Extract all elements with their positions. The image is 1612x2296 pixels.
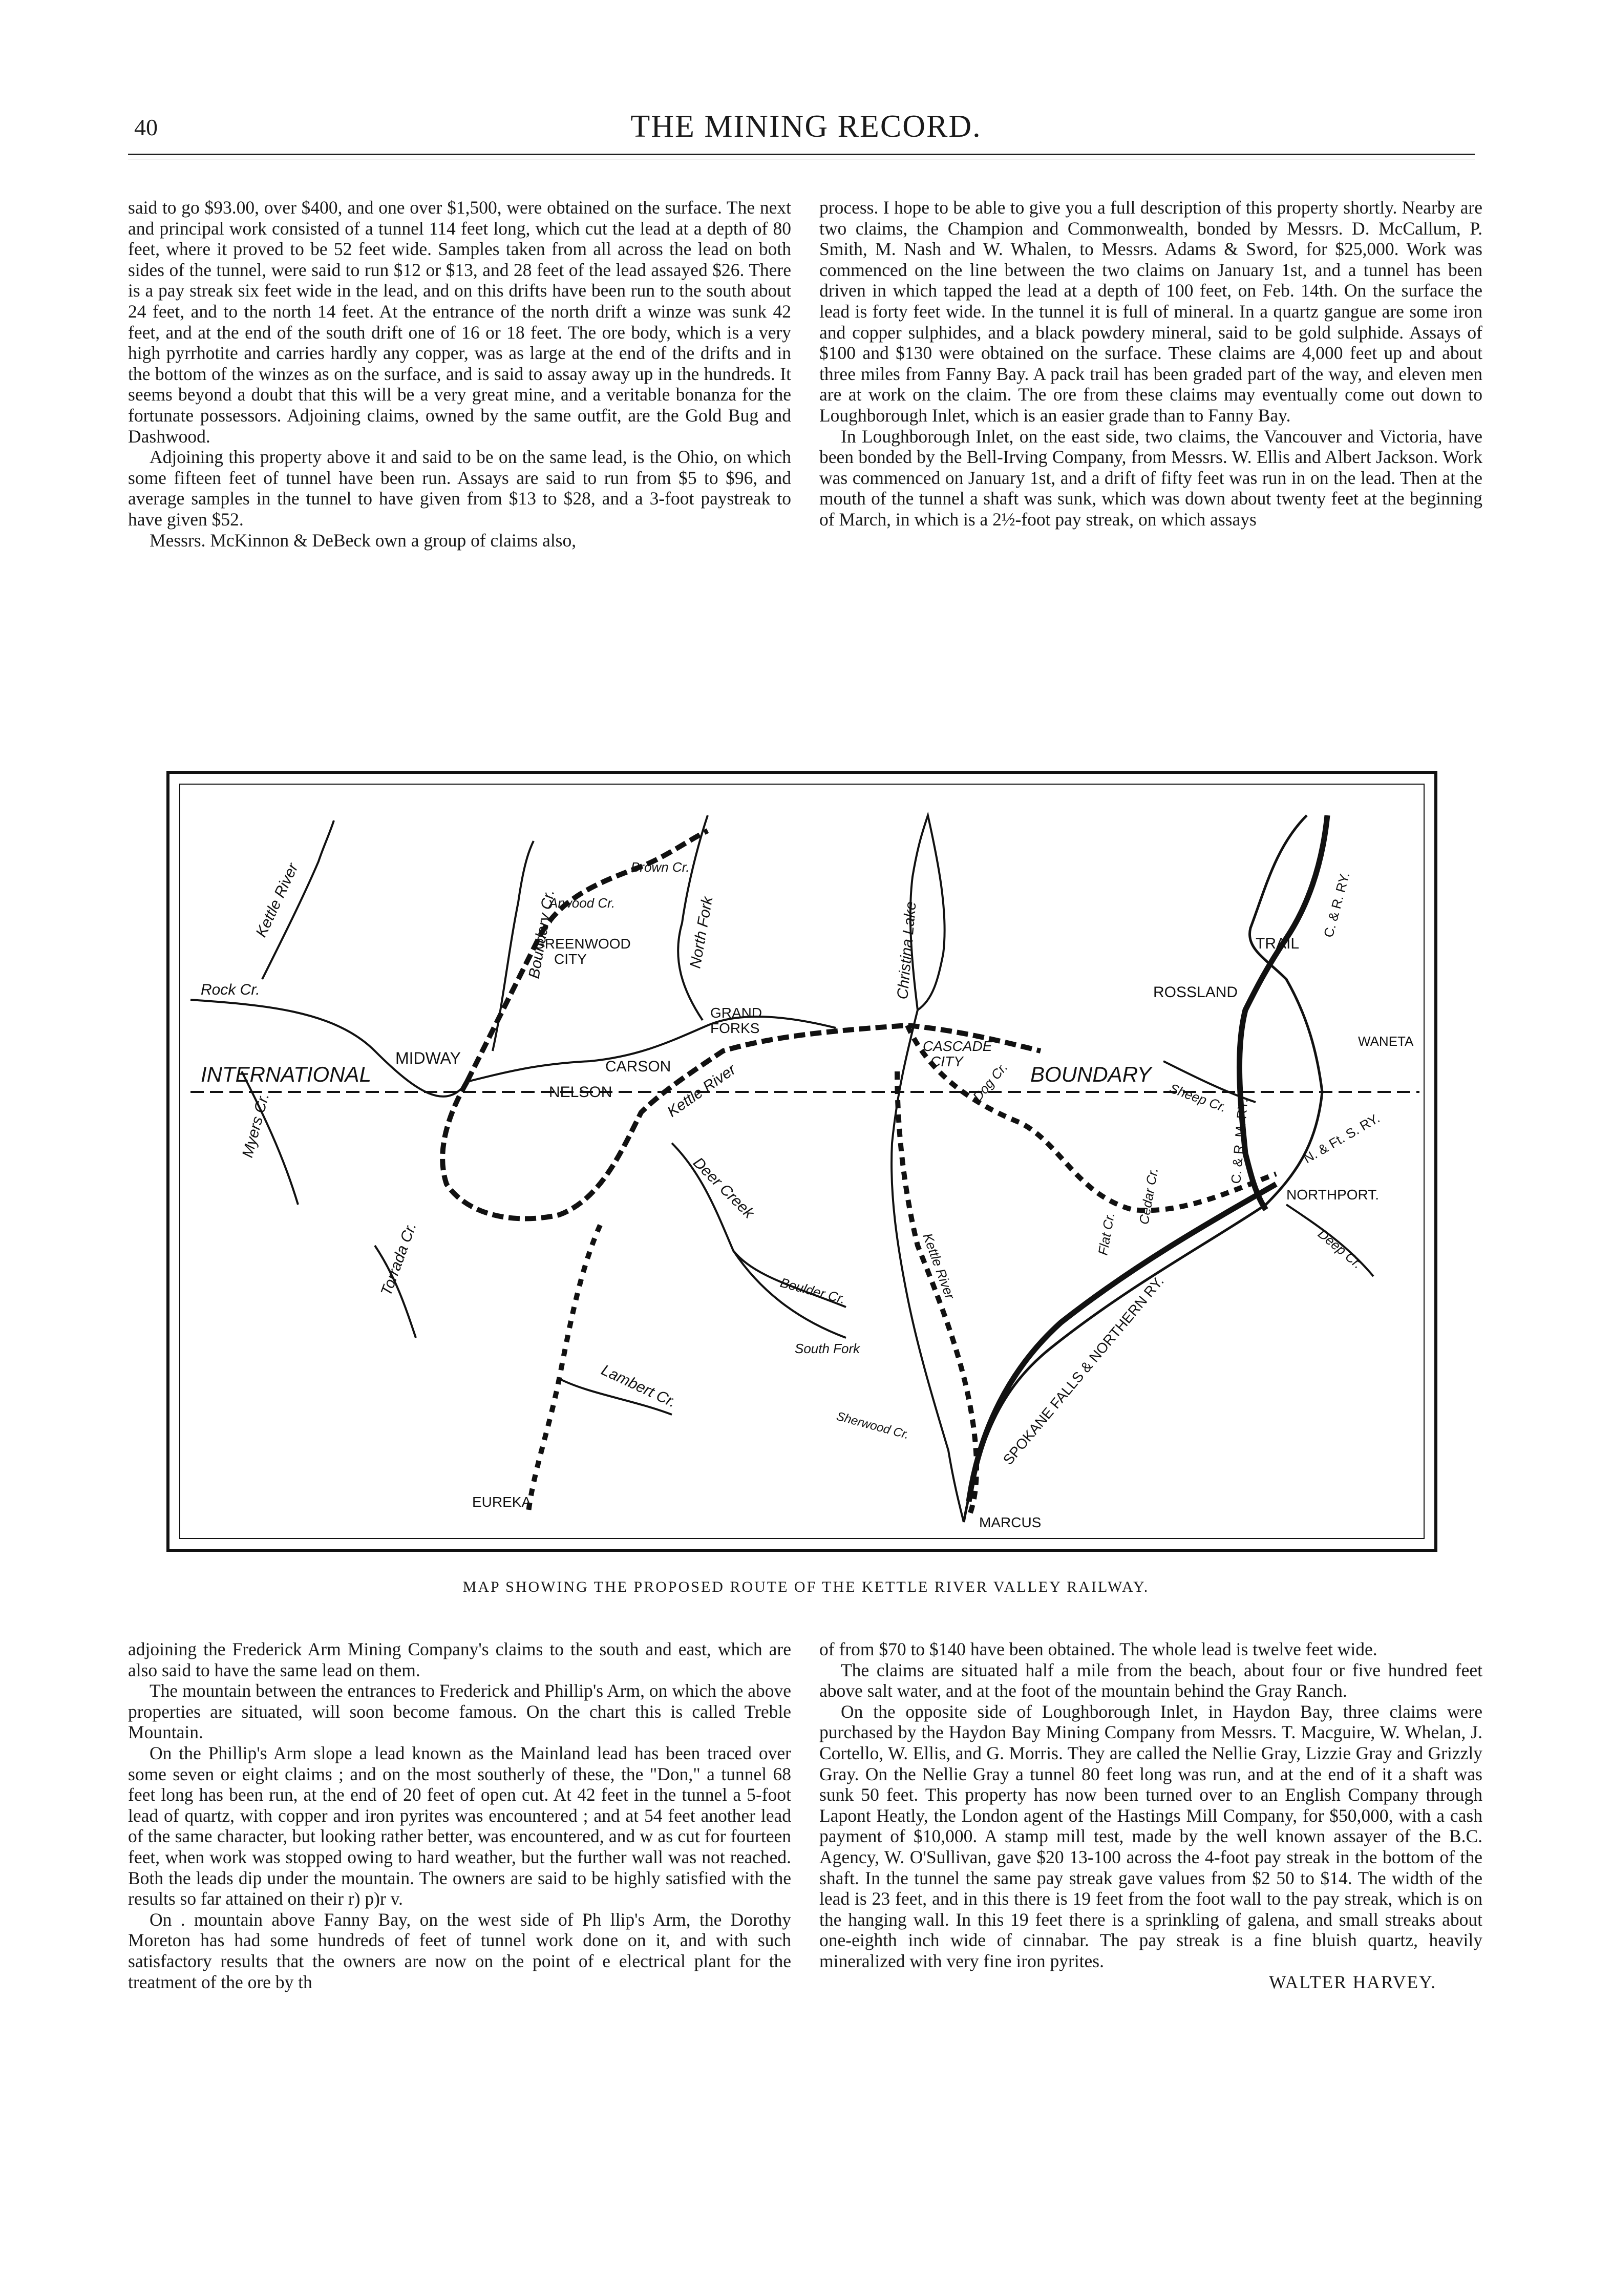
rock-creek-label: Rock Cr. bbox=[201, 981, 260, 998]
north-fork-label: North Fork bbox=[687, 895, 716, 970]
column-top-right bbox=[819, 197, 1482, 725]
torrada-creek-label: Torrada Cr. bbox=[377, 1220, 420, 1298]
paragraph: said to go $93.00, over $400, and one over $1,500, were obtained on the surface. The next and principal work consisted of a tunnel 114 feet long, which cut the lead at a depth of 80 feet, where it proved to be 52 feet wide. Samples taken from all across the lead on both sides of the tunnel, were said to run $12 or $13, and 28 feet of the lead assayed $26. There is a pay streak six feet wide in the lead, and on this drifts have been run to the south about 24 feet, and to the north 14 feet. At the entrance of the north drift a winze was sunk 42 feet, and at the end of the south drift one of 16 or 18 feet. The ore body, which is a very high pyrrhotite and carries hardly any copper, was as large at the end of the drifts and in the bottom of the winzes as on the surface, and is said to assay away up in the hundreds. It seems beyond a doubt that this will be a very great mine, and a veritable bonanza for the fortunate possessors. Adjoining claims, owned by the same outfit, are the Gold Bug and Dashwood. bbox=[128, 197, 791, 447]
columbia-river-line bbox=[964, 815, 1322, 1522]
route-to-marcus bbox=[897, 1071, 977, 1517]
eureka-label: EUREKA bbox=[472, 1494, 532, 1510]
midway-label: MIDWAY bbox=[395, 1049, 461, 1067]
myers-creek-label: Myers Cr. bbox=[239, 1091, 273, 1160]
paragraph: In Loughborough Inlet, on the east side, two claims, the Vancouver and Victoria, have been bonded by the Bell-Irving Company, from Messrs. W. Ellis and Albert Jackson. Work was commenced on January 1st, and a drift of fifty feet was run in on the lead. Then at the mouth of the tunnel a shaft was sunk, which was down about twenty feet at the beginning of March, in which is a 2½-foot pay streak, on which assays bbox=[819, 426, 1482, 530]
nelson-label: NELSON bbox=[549, 1084, 612, 1101]
page-number: 40 bbox=[134, 114, 158, 140]
greenwood-city-label: CITY bbox=[554, 951, 587, 967]
cedar-creek-label: Cedar Cr. bbox=[1136, 1166, 1161, 1226]
dog-creek-label: Dog Cr. bbox=[969, 1059, 1011, 1104]
sherwood-creek-label: Sherwood Cr. bbox=[835, 1409, 911, 1442]
south-fork-label: South Fork bbox=[795, 1341, 860, 1356]
railway-map bbox=[180, 785, 1424, 1538]
boundary-label: BOUNDARY bbox=[1030, 1062, 1152, 1086]
brown-creek-label: Brown Cr. bbox=[631, 859, 690, 875]
column-bottom-left bbox=[128, 1639, 791, 2269]
paragraph: Messrs. McKinnon & DeBeck own a group of claims also, bbox=[150, 530, 577, 551]
header-rule bbox=[128, 154, 1475, 155]
paragraph: The mountain between the entrances to Frederick and Phillip's Arm, on which the above properties are situated, will soon become famous. On the chart this is called Treble Mountain. bbox=[128, 1680, 791, 1743]
northport-label: NORTHPORT. bbox=[1286, 1187, 1379, 1203]
sheep-creek-label: Sheep Cr. bbox=[1167, 1080, 1229, 1115]
column-bottom-right bbox=[819, 1639, 1482, 2269]
paragraph: adjoining the Frederick Arm Mining Company's claims to the south and east, which are also said to have the same lead on them. bbox=[128, 1639, 791, 1680]
rossland-label: ROSSLAND bbox=[1153, 984, 1238, 1001]
carson-label: CARSON bbox=[605, 1058, 671, 1075]
greenwood-label: GREENWOOD bbox=[534, 936, 631, 952]
lambert-creek-label: Lambert Cr. bbox=[599, 1361, 679, 1411]
boundary-creek-label: Boundary Cr. bbox=[525, 888, 558, 980]
cascade-city-label: CITY bbox=[930, 1054, 963, 1069]
paragraph: On the Phillip's Arm slope a lead known as the Mainland lead has been traced over some seven or eight claims ; and on the most southerly of these, the "Don," a tunnel 68 feet long has been run, at the end of 20 feet of open cut. At 42 feet in the tunnel a 5-foot lead of quartz, with copper and iron pyrites was encountered ; and at 54 feet another lead of the same character, but looking rather better, was encountered, and w as cut for fourteen feet, when work was stopped owing to hard weather, but the further wall was not reached. Both the leads dip under the mountain. The owners are said to be highly satisfied with the results so far attained on their r) p)r v. bbox=[128, 1742, 791, 1909]
christina-lake-label: Christina Lake bbox=[894, 900, 920, 1000]
kettle-river-south-label: Kettle River bbox=[920, 1231, 958, 1301]
spokane-falls-railway-label: SPOKANE FALLS & NORTHERN RY. bbox=[1000, 1273, 1167, 1468]
route-to-eureka bbox=[528, 1225, 600, 1512]
trail-label: TRAIL bbox=[1256, 935, 1300, 952]
waneta-label: WANETA bbox=[1358, 1034, 1414, 1049]
cr-railway-label: C. & R. RY. bbox=[1320, 870, 1353, 939]
map-caption: MAP SHOWING THE PROPOSED ROUTE OF THE KETTLE RIVER VALLEY RAILWAY. bbox=[462, 1578, 1150, 1595]
paragraph: On . mountain above Fanny Bay, on the west side of Ph llip's Arm, the Dorothy Moreton has had some hundreds of feet of tunnel work done on it, and with such satisfactory results that the owners are now on the point of e electrical plant for the treatment of the ore by th bbox=[128, 1909, 791, 1992]
column-top-left bbox=[128, 197, 791, 725]
paragraph: process. I hope to be able to give you a full description of this property shortly. Nearby are two claims, the Champion and Commonwealth, bonded by Messrs. D. McCallum, P. Smith, M. Nash and W. Whalen, to Messrs. Adams & Sword, for $25,000. Work was commenced on the line between the two claims on January 1st, and a tunnel has been driven in which tapped the lead at a depth of 100 feet, on Feb. 14th. On the surface the lead is forty feet wide. In the tunnel it is full of mineral. In a quartz gangue are some iron and copper sulphides, and a black powdery mineral, said to be gold sulphide. Assays of $100 and $130 were obtained on the surface. These claims are 4,000 feet up and about three miles from Fanny Bay. A pack trail has been graded part of the way, and eleven men are at work on the claim. The ore from these claims may eventually come out down to Loughborough Inlet, which is an easier grade than to Fanny Bay. bbox=[819, 197, 1482, 426]
paragraph: Adjoining this property above it and said to be on the same lead, is the Ohio, on which some fifteen feet of tunnel have been run. Assays are said to run from $5 to $96, and average samples in the tunnel to have given from $13 to $28, and a 3-foot paystreak to have given $52. bbox=[128, 447, 791, 530]
deer-creek-label: Deer Creek bbox=[690, 1154, 757, 1222]
paragraph: On the opposite side of Loughborough Inlet, in Haydon Bay, three claims were purchased by the Haydon Bay Mining Company from Messrs. T. Macguire, W. Whelan, J. Cortello, W. Ellis, and G. Morris. They are called the Nellie Gray, Lizzie Gray and Grizzly Gray. On the Nellie Gray a tunnel 80 feet long was run, and at the end of it a shaft was sunk 50 feet. This property has now been turned over to an English Company through Lapont Heatly, the London agent of the Hastings Mill Company, for $50,000, with a cash payment of $10,000. A stamp mill test, made by the well known assayer of the B.C. Agency, W. O'Sullivan, gave $20 13-100 across the 4-foot pay streak in the bottom of the shaft. In the tunnel the same pay streak gave values from $2 50 to $14. The width of the lead is 23 feet, and in this there is 19 feet from the foot wall to the pay streak, which is on the hanging wall. In this 19 feet there is a sprinkling of galena, and small streaks about one-eighth inch wide of cinnabar. The pay streak is a fine bluish quartz, heavily mineralized with very fine iron pyrites. bbox=[819, 1701, 1482, 1971]
author-signature: WALTER HARVEY. bbox=[1269, 1971, 1436, 1992]
nfs-railway-label: N. & Ft. S. RY. bbox=[1301, 1110, 1383, 1167]
publication-title: THE MINING RECORD. bbox=[630, 109, 982, 144]
paragraph: of from $70 to $140 have been obtained. The whole lead is twelve feet wide. bbox=[819, 1639, 1377, 1659]
cascade-label: CASCADE bbox=[923, 1038, 992, 1054]
paragraph: The claims are situated half a mile from the beach, about four or five hundred feet above salt water, and at the foot of the mountain behind the Gray Ranch. bbox=[819, 1659, 1482, 1701]
marcus-label: MARCUS bbox=[979, 1514, 1042, 1530]
deep-creek-label: Deep Cr. bbox=[1315, 1226, 1366, 1272]
kettle-river-nw-label: Kettle River bbox=[252, 860, 302, 940]
kettle-river-label: Kettle River bbox=[664, 1061, 739, 1121]
international-label: INTERNATIONAL bbox=[201, 1062, 371, 1086]
flat-creek-label: Flat Cr. bbox=[1095, 1211, 1118, 1257]
grand-forks-label-2: FORKS bbox=[710, 1020, 760, 1036]
grand-forks-label: GRAND bbox=[710, 1005, 762, 1021]
arwood-creek-label: Arwood Cr. bbox=[549, 895, 616, 911]
crm-railway-label: C. & R. M. RY. bbox=[1228, 1098, 1251, 1185]
boulder-creek-label: Boulder Cr. bbox=[778, 1274, 847, 1307]
